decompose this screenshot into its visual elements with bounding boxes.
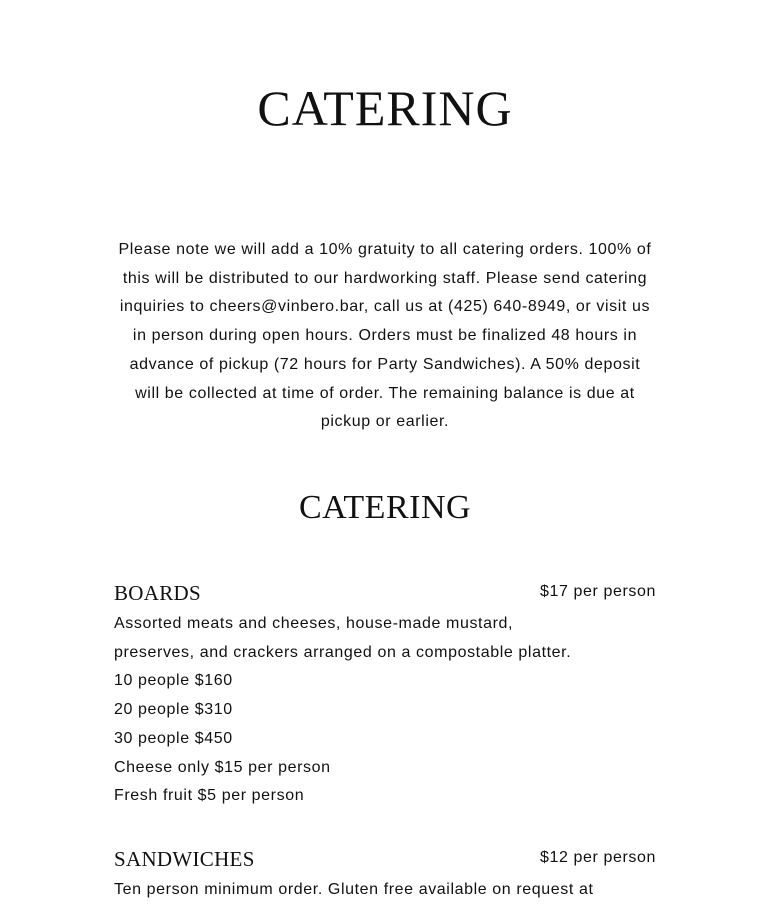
menu-item-sandwiches (114, 844, 656, 905)
item-name: BOARDS (114, 581, 201, 605)
item-body (114, 876, 656, 905)
catering-notice: Please note we will add a 10% gratuity to all catering orders. 100% of this will be distributed to our hardworking staff. Please send catering inquiries to cheers@vinbero.bar, call us at (425) 640-8949, or visit us in person during open hours. Orders must be finalized 48 hours in advance of pickup (72 hours for Party Sandwiches). A 50% deposit will be collected at time of order. The remaining balance is due at pickup or earlier. (118, 241, 652, 431)
option-line: 30 people $450 (114, 729, 233, 747)
item-price: $17 per person (539, 583, 656, 600)
page-title: CATERING (257, 80, 513, 136)
option-line: Cheese only $15 per person (114, 758, 331, 776)
section-title: CATERING (298, 489, 472, 526)
item-price: $12 per person (539, 849, 656, 866)
option-line: 20 people $310 (114, 701, 233, 719)
menu-item-boards (114, 578, 656, 811)
item-body (114, 610, 656, 811)
item-header (114, 578, 656, 608)
item-description: Ten person minimum order. Gluten free available on request at (114, 881, 594, 898)
option-line: Fresh fruit $5 per person (114, 787, 305, 805)
item-header (114, 844, 656, 874)
item-name: SANDWICHES (114, 847, 255, 871)
item-description: Assorted meats and cheeses, house-made mustard, preserves, and crackers arranged on a compostable platter. (114, 615, 572, 661)
option-line: 10 people $160 (114, 672, 233, 690)
